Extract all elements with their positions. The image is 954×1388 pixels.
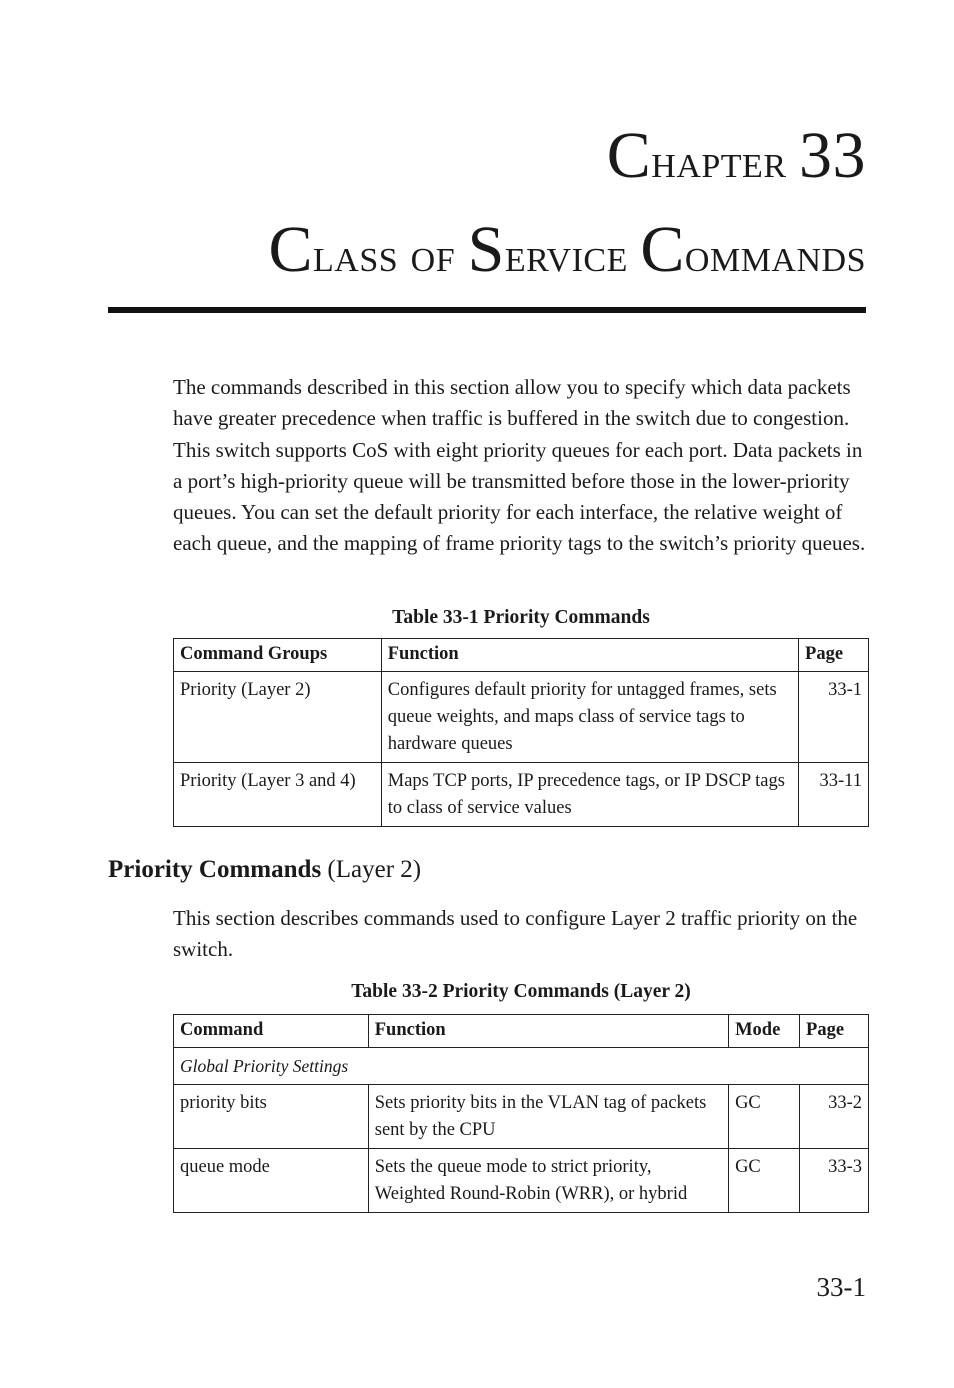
table2-caption: Table 33-2 Priority Commands (Layer 2) — [351, 981, 691, 1002]
header-function: Function — [368, 1015, 728, 1048]
title-word-4: ommands — [684, 229, 866, 282]
table-row — [174, 672, 869, 763]
cell-page: 33-2 — [800, 1085, 869, 1149]
cell-page: 33-1 — [799, 672, 869, 763]
title-initial-3: S — [467, 213, 505, 286]
cell-command-group: Priority (Layer 2) — [174, 672, 382, 763]
cell-page: 33-3 — [800, 1149, 869, 1213]
chapter-title-heading — [268, 212, 866, 288]
title-initial-4: C — [640, 213, 685, 286]
table-row — [174, 1085, 869, 1149]
chapter-number: 33 — [799, 119, 866, 192]
priority-commands-table — [173, 638, 869, 827]
section-paragraph: This section describes commands used to configure Layer 2 traffic priority on the switch. — [173, 906, 858, 962]
cell-mode: GC — [729, 1149, 800, 1213]
page-number: 33-1 — [816, 1272, 866, 1302]
chapter-number-heading — [607, 118, 866, 194]
title-word-2: of — [410, 229, 456, 282]
layer2-commands-table — [173, 1014, 869, 1213]
cell-command: priority bits — [174, 1085, 369, 1149]
chapter-word: hapter — [651, 135, 787, 188]
cell-function: Configures default priority for untagged frames, sets queue weights, and maps class of service tags to hardware queues — [381, 672, 798, 763]
table-row — [174, 1149, 869, 1213]
header-page: Page — [800, 1015, 869, 1048]
header-command: Command — [174, 1015, 369, 1048]
chapter-rule — [108, 307, 866, 313]
section-heading — [108, 856, 421, 884]
cell-mode: GC — [729, 1085, 800, 1149]
cell-function: Maps TCP ports, IP precedence tags, or IP DSCP tags to class of service values — [381, 763, 798, 827]
cell-function: Sets priority bits in the VLAN tag of packets sent by the CPU — [368, 1085, 728, 1149]
intro-paragraph: The commands described in this section allow you to specify which data packets have greater precedence when traffic is buffered in the switch due to congestion. This switch supports CoS with eight priority queues for each port. Data packets in a port’s high-priority queue will be transmitted before those in the lower-priority queues. You can set the default priority for each interface, the relative weight of each queue, and the mapping of frame priority tags to the switch’s priority queues. — [173, 375, 866, 556]
chapter-initial: C — [606, 119, 652, 192]
header-function: Function — [381, 639, 798, 672]
title-initial-1: C — [268, 213, 313, 286]
cell-function: Sets the queue mode to strict priority, Weighted Round-Robin (WRR), or hybrid — [368, 1149, 728, 1213]
title-word-3: ervice — [504, 229, 628, 282]
table-group-row — [174, 1048, 869, 1085]
table-row — [174, 763, 869, 827]
header-page: Page — [799, 639, 869, 672]
title-word-1: lass — [313, 229, 399, 282]
table-header-row — [174, 1015, 869, 1048]
cell-command-group: Priority (Layer 3 and 4) — [174, 763, 382, 827]
section-title-bold: Priority Commands — [108, 856, 322, 883]
section-title-rest: (Layer 2) — [327, 856, 422, 883]
header-mode: Mode — [729, 1015, 800, 1048]
group-label: Global Priority Settings — [174, 1048, 869, 1085]
cell-command: queue mode — [174, 1149, 369, 1213]
header-command-groups: Command Groups — [174, 639, 382, 672]
cell-page: 33-11 — [799, 763, 869, 827]
table1-caption: Table 33-1 Priority Commands — [392, 607, 650, 628]
table-header-row — [174, 639, 869, 672]
